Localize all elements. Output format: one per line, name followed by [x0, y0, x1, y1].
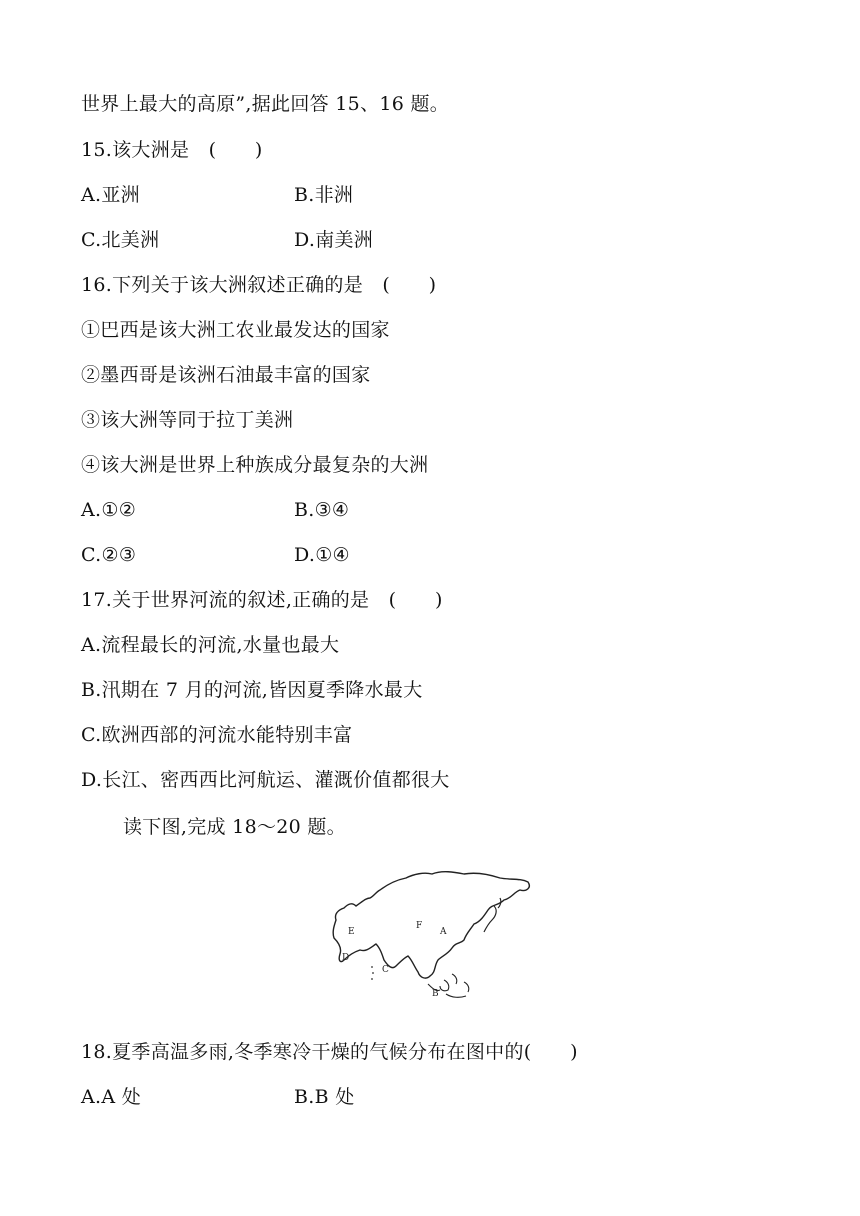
q16-option-c: C.②③	[81, 544, 137, 566]
asia-map	[328, 862, 534, 1014]
q16-stem: 16.下列关于该大洲叙述正确的是 ( )	[81, 274, 437, 296]
q18-stem: 18.夏季高温多雨,冬季寒冷干燥的气候分布在图中的( )	[81, 1041, 578, 1063]
q16-option-a: A.①②	[81, 499, 137, 521]
q17-option-b: B.汛期在 7 月的河流,皆因夏季降水最大	[81, 679, 423, 701]
maldives-dots	[372, 966, 373, 980]
q15-option-c: C.北美洲	[81, 229, 160, 251]
q16-option-b: B.③④	[294, 499, 350, 521]
intro-tail: 世界上最大的高原”,据此回答 15、16 题。	[81, 93, 450, 115]
instruction: 读下图,完成 18～20 题。	[123, 816, 346, 838]
q17-stem: 17.关于世界河流的叙述,正确的是 ( )	[81, 589, 443, 611]
asia-outline-path	[333, 872, 529, 978]
q15-stem: 15.该大洲是 ( )	[81, 139, 263, 161]
asia-map-outline	[328, 862, 534, 1014]
map-label-d: D	[342, 953, 350, 963]
q16-statement-2: ②墨西哥是该洲石油最丰富的国家	[81, 364, 371, 386]
q15-option-b: B.非洲	[294, 184, 354, 206]
q16-option-d: D.①④	[294, 544, 350, 566]
q18-option-b: B.B 处	[294, 1086, 355, 1108]
q17-option-d: D.长江、密西西比河航运、灌溉价值都很大	[81, 769, 450, 791]
q17-option-c: C.欧洲西部的河流水能特别丰富	[81, 724, 353, 746]
q15-option-a: A.亚洲	[81, 184, 140, 206]
q16-statement-3: ③该大洲等同于拉丁美洲	[81, 409, 294, 431]
q16-statement-1: ①巴西是该大洲工农业最发达的国家	[81, 319, 390, 341]
q17-option-a: A.流程最长的河流,水量也最大	[81, 634, 340, 656]
map-label-a: A	[440, 927, 447, 937]
map-label-f: F	[416, 921, 423, 931]
q15-option-d: D.南美洲	[294, 229, 374, 251]
map-label-e: E	[348, 927, 355, 937]
q16-statement-4: ④该大洲是世界上种族成分最复杂的大洲	[81, 454, 429, 476]
map-label-c: C	[382, 965, 389, 975]
map-label-b: B	[432, 989, 439, 999]
q18-option-a: A.A 处	[81, 1086, 142, 1108]
